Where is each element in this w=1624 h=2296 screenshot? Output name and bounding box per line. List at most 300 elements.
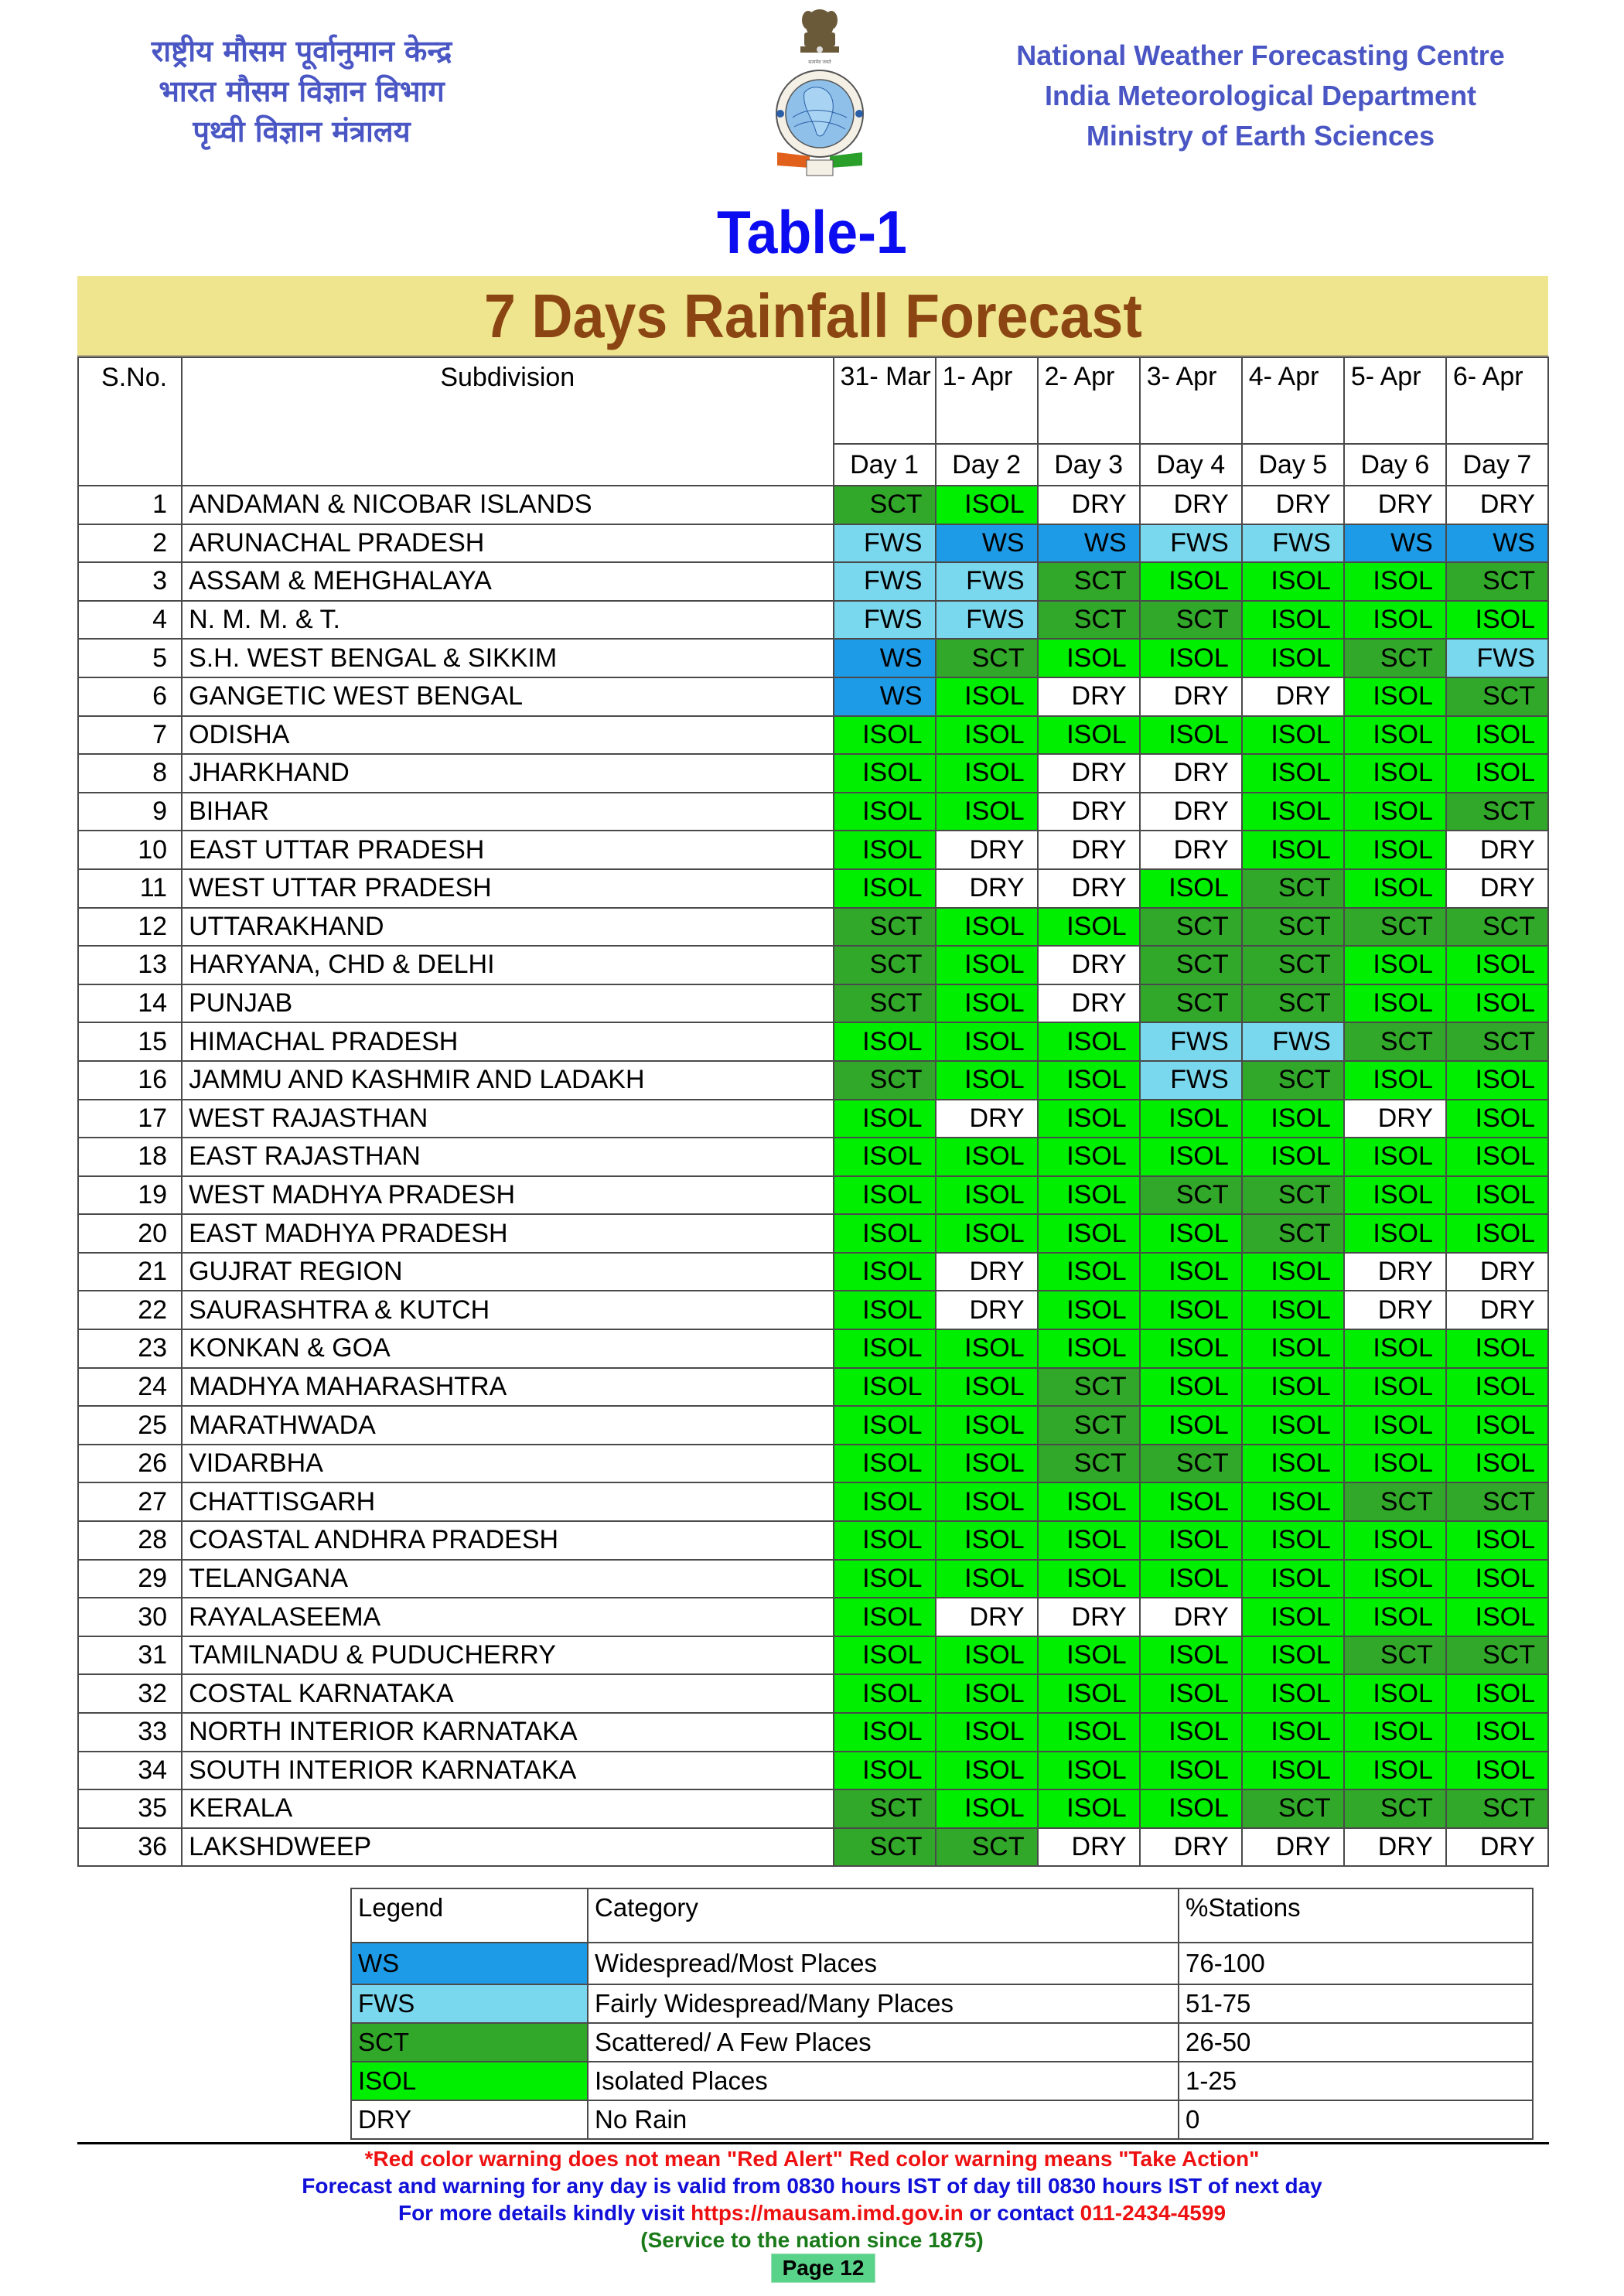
- forecast-cell: SCT: [1140, 1445, 1242, 1483]
- forecast-cell: SCT: [1038, 601, 1140, 640]
- forecast-cell: DRY: [1446, 1253, 1548, 1291]
- table-row: [78, 869, 1548, 908]
- forecast-cell: ISOL: [1242, 716, 1344, 755]
- forecast-cell: ISOL: [1344, 1713, 1446, 1752]
- forecast-cell: ISOL: [936, 1406, 1038, 1445]
- forecast-cell: FWS: [936, 562, 1038, 601]
- forecast-cell: ISOL: [834, 1674, 936, 1713]
- forecast-cell: ISOL: [1140, 716, 1242, 755]
- row-sno: 2: [78, 524, 182, 563]
- row-sno: 36: [78, 1828, 182, 1867]
- forecast-cell: SCT: [1140, 984, 1242, 1023]
- forecast-banner: [77, 276, 1548, 357]
- sno-header: S.No.: [78, 357, 182, 486]
- row-subdivision: N. M. M. & T.: [182, 601, 833, 640]
- forecast-cell: ISOL: [1446, 754, 1548, 793]
- forecast-cell: DRY: [1140, 486, 1242, 524]
- forecast-cell: SCT: [834, 1789, 936, 1828]
- legend-stations: 0: [1179, 2100, 1533, 2139]
- forecast-cell: ISOL: [1140, 1291, 1242, 1329]
- forecast-cell: ISOL: [1446, 1061, 1548, 1100]
- forecast-cell: DRY: [1140, 1598, 1242, 1636]
- forecast-cell: ISOL: [1446, 1598, 1548, 1636]
- forecast-cell: ISOL: [936, 1368, 1038, 1407]
- forecast-cell: ISOL: [1344, 1406, 1446, 1445]
- legend-body: [351, 1888, 1533, 2139]
- table-row: [78, 831, 1548, 869]
- forecast-cell: ISOL: [834, 1291, 936, 1329]
- forecast-cell: ISOL: [1038, 1176, 1140, 1215]
- forecast-cell: DRY: [1140, 831, 1242, 869]
- row-sno: 23: [78, 1329, 182, 1368]
- forecast-cell: DRY: [1038, 831, 1140, 869]
- forecast-cell: ISOL: [834, 1176, 936, 1215]
- forecast-cell: ISOL: [834, 1368, 936, 1407]
- row-subdivision: MARATHWADA: [182, 1406, 833, 1445]
- legend-row: [351, 1943, 1533, 1984]
- forecast-cell: ISOL: [1140, 1752, 1242, 1790]
- forecast-cell: SCT: [1446, 1636, 1548, 1675]
- row-sno: 26: [78, 1445, 182, 1483]
- forecast-cell: ISOL: [834, 1100, 936, 1138]
- forecast-cell: ISOL: [1242, 1482, 1344, 1521]
- forecast-cell: ISOL: [1242, 831, 1344, 869]
- forecast-cell: ISOL: [1344, 1521, 1446, 1560]
- english-line-2: India Meteorological Department: [1044, 80, 1477, 111]
- forecast-cell: ISOL: [1242, 793, 1344, 831]
- forecast-cell: ISOL: [1038, 1713, 1140, 1752]
- forecast-cell: SCT: [1242, 908, 1344, 947]
- forecast-cell: ISOL: [834, 1406, 936, 1445]
- forecast-cell: DRY: [1140, 677, 1242, 716]
- forecast-cell: DRY: [1140, 1828, 1242, 1867]
- forecast-cell: ISOL: [1446, 1445, 1548, 1483]
- forecast-cell: ISOL: [834, 754, 936, 793]
- forecast-cell: ISOL: [1242, 1560, 1344, 1598]
- row-sno: 19: [78, 1176, 182, 1215]
- forecast-cell: ISOL: [1242, 601, 1344, 640]
- forecast-cell: ISOL: [1038, 1214, 1140, 1253]
- forecast-cell: ISOL: [1242, 1674, 1344, 1713]
- forecast-cell: SCT: [1038, 562, 1140, 601]
- forecast-cell: ISOL: [1038, 1061, 1140, 1100]
- forecast-cell: SCT: [1242, 1176, 1344, 1215]
- legend-category: No Rain: [588, 2100, 1179, 2139]
- forecast-cell: ISOL: [936, 1482, 1038, 1521]
- row-sno: 6: [78, 677, 182, 716]
- table-row: [78, 1674, 1548, 1713]
- forecast-cell: FWS: [1140, 1061, 1242, 1100]
- forecast-cell: ISOL: [1140, 1368, 1242, 1407]
- legend-category: Scattered/ A Few Places: [588, 2023, 1179, 2062]
- table-row: [78, 639, 1548, 677]
- legend-row: [351, 2100, 1533, 2139]
- forecast-cell: ISOL: [936, 1521, 1038, 1560]
- red-warning-note: *Red color warning does not mean "Red Alert" Red color warning means "Take Action": [364, 2147, 1260, 2171]
- forecast-cell: ISOL: [1242, 1406, 1344, 1445]
- row-sno: 28: [78, 1521, 182, 1560]
- forecast-cell: WS: [834, 639, 936, 677]
- forecast-cell: ISOL: [1344, 562, 1446, 601]
- forecast-cell: ISOL: [1242, 562, 1344, 601]
- row-sno: 3: [78, 562, 182, 601]
- legend-table: [350, 1888, 1534, 2140]
- phone-number: 011-2434-4599: [1080, 2201, 1227, 2225]
- forecast-cell: ISOL: [834, 1253, 936, 1291]
- table-row: [78, 1521, 1548, 1560]
- row-sno: 18: [78, 1138, 182, 1176]
- row-subdivision: WEST MADHYA PRADESH: [182, 1176, 833, 1215]
- forecast-cell: SCT: [834, 1061, 936, 1100]
- forecast-cell: ISOL: [1140, 1100, 1242, 1138]
- forecast-cell: ISOL: [834, 831, 936, 869]
- row-subdivision: VIDARBHA: [182, 1445, 833, 1483]
- table-row: [78, 984, 1548, 1023]
- row-subdivision: GANGETIC WEST BENGAL: [182, 677, 833, 716]
- forecast-cell: ISOL: [1140, 639, 1242, 677]
- forecast-cell: ISOL: [1446, 1138, 1548, 1176]
- forecast-cell: ISOL: [1344, 1598, 1446, 1636]
- forecast-cell: DRY: [1038, 793, 1140, 831]
- forecast-cell: FWS: [834, 601, 936, 640]
- table-row: [78, 946, 1548, 984]
- row-subdivision: MADHYA MAHARASHTRA: [182, 1368, 833, 1407]
- forecast-cell: ISOL: [1242, 1521, 1344, 1560]
- forecast-cell: ISOL: [1242, 1253, 1344, 1291]
- legend-stations: 51-75: [1179, 1984, 1533, 2023]
- forecast-cell: SCT: [1242, 984, 1344, 1023]
- forecast-cell: ISOL: [1140, 1406, 1242, 1445]
- forecast-cell: ISOL: [1038, 1521, 1140, 1560]
- forecast-cell: DRY: [1038, 677, 1140, 716]
- website-link[interactable]: https://mausam.imd.gov.in: [691, 2201, 964, 2225]
- forecast-cell: ISOL: [1038, 908, 1140, 947]
- date-header-row: [78, 357, 1548, 444]
- forecast-cell: SCT: [1446, 562, 1548, 601]
- table-row: [78, 1253, 1548, 1291]
- forecast-cell: ISOL: [1038, 1138, 1140, 1176]
- imd-emblem-icon: [762, 2, 878, 187]
- forecast-cell: DRY: [1344, 486, 1446, 524]
- forecast-cell: ISOL: [1242, 1368, 1344, 1407]
- forecast-cell: FWS: [834, 562, 936, 601]
- table-row: [78, 524, 1548, 563]
- row-subdivision: LAKSHDWEEP: [182, 1828, 833, 1867]
- day-header: Day 2: [936, 444, 1038, 486]
- table-row: [78, 1022, 1548, 1061]
- table-row: [78, 1061, 1548, 1100]
- legend-stations: 26-50: [1179, 2023, 1533, 2062]
- day-header: Day 1: [834, 444, 936, 486]
- forecast-cell: SCT: [1038, 1445, 1140, 1483]
- row-subdivision: PUNJAB: [182, 984, 833, 1023]
- row-subdivision: HIMACHAL PRADESH: [182, 1022, 833, 1061]
- forecast-cell: SCT: [936, 1828, 1038, 1867]
- forecast-cell: WS: [1038, 524, 1140, 563]
- forecast-cell: ISOL: [1446, 1368, 1548, 1407]
- legend-category: Fairly Widespread/Many Places: [588, 1984, 1179, 2023]
- forecast-cell: ISOL: [1038, 1329, 1140, 1368]
- forecast-cell: DRY: [1038, 984, 1140, 1023]
- row-subdivision: KERALA: [182, 1789, 833, 1828]
- forecast-cell: DRY: [936, 1253, 1038, 1291]
- forecast-cell: DRY: [1242, 677, 1344, 716]
- legend-code-swatch: SCT: [351, 2023, 588, 2062]
- forecast-cell: ISOL: [1344, 754, 1446, 793]
- forecast-cell: DRY: [1038, 946, 1140, 984]
- forecast-cell: SCT: [834, 946, 936, 984]
- imd-emblem-logo: [762, 2, 878, 187]
- day-header: Day 7: [1446, 444, 1548, 486]
- table-row: [78, 1368, 1548, 1407]
- table-row: [78, 716, 1548, 755]
- forecast-cell: ISOL: [1344, 946, 1446, 984]
- row-sno: 13: [78, 946, 182, 984]
- forecast-cell: WS: [936, 524, 1038, 563]
- day-header: Day 6: [1344, 444, 1446, 486]
- forecast-cell: ISOL: [1446, 1752, 1548, 1790]
- forecast-cell: SCT: [1446, 908, 1548, 947]
- forecast-cell: ISOL: [936, 716, 1038, 755]
- forecast-cell: SCT: [1446, 677, 1548, 716]
- forecast-cell: ISOL: [1446, 1100, 1548, 1138]
- table-row: [78, 1214, 1548, 1253]
- row-subdivision: ANDAMAN & NICOBAR ISLANDS: [182, 486, 833, 524]
- legend-code-swatch: DRY: [351, 2100, 588, 2139]
- legend-stations: 1-25: [1179, 2062, 1533, 2100]
- forecast-cell: DRY: [1446, 486, 1548, 524]
- forecast-cell: ISOL: [1140, 1636, 1242, 1675]
- forecast-cell: ISOL: [1242, 1598, 1344, 1636]
- forecast-cell: ISOL: [936, 1674, 1038, 1713]
- row-sno: 9: [78, 793, 182, 831]
- row-subdivision: COASTAL ANDHRA PRADESH: [182, 1521, 833, 1560]
- forecast-cell: ISOL: [936, 486, 1038, 524]
- row-subdivision: EAST MADHYA PRADESH: [182, 1214, 833, 1253]
- forecast-cell: ISOL: [936, 1061, 1038, 1100]
- forecast-cell: ISOL: [1242, 1445, 1344, 1483]
- forecast-cell: ISOL: [1446, 601, 1548, 640]
- row-subdivision: KONKAN & GOA: [182, 1329, 833, 1368]
- hindi-line-2: भारत मौसम विज्ञान विभाग: [159, 74, 445, 108]
- table-row: [78, 793, 1548, 831]
- table-row: [78, 601, 1548, 640]
- date-header: 31- Mar: [834, 357, 936, 444]
- forecast-cell: ISOL: [834, 1521, 936, 1560]
- forecast-cell: ISOL: [1038, 1560, 1140, 1598]
- forecast-cell: ISOL: [1446, 1176, 1548, 1215]
- forecast-cell: SCT: [1242, 946, 1344, 984]
- forecast-cell: ISOL: [1344, 1445, 1446, 1483]
- row-subdivision: JHARKHAND: [182, 754, 833, 793]
- forecast-cell: ISOL: [834, 1598, 936, 1636]
- forecast-cell: ISOL: [936, 1560, 1038, 1598]
- stations-header: %Stations: [1179, 1888, 1533, 1943]
- row-sno: 10: [78, 831, 182, 869]
- row-sno: 21: [78, 1253, 182, 1291]
- forecast-cell: SCT: [834, 486, 936, 524]
- row-subdivision: EAST UTTAR PRADESH: [182, 831, 833, 869]
- forecast-cell: ISOL: [1038, 716, 1140, 755]
- forecast-cell: FWS: [834, 524, 936, 563]
- row-sno: 1: [78, 486, 182, 524]
- row-subdivision: SAURASHTRA & KUTCH: [182, 1291, 833, 1329]
- legend-category: Widespread/Most Places: [588, 1943, 1179, 1984]
- validity-note: Forecast and warning for any day is valid from 0830 hours IST of day till 0830 hours IST of next day: [302, 2174, 1322, 2198]
- row-subdivision: BIHAR: [182, 793, 833, 831]
- forecast-cell: ISOL: [1344, 1176, 1446, 1215]
- table-row: [78, 1560, 1548, 1598]
- forecast-cell: ISOL: [1038, 1482, 1140, 1521]
- forecast-cell: FWS: [1140, 1022, 1242, 1061]
- forecast-cell: ISOL: [1446, 1329, 1548, 1368]
- table-row: [78, 1828, 1548, 1867]
- forecast-cell: ISOL: [1242, 1713, 1344, 1752]
- forecast-cell: DRY: [936, 1100, 1038, 1138]
- forecast-cell: ISOL: [1242, 1100, 1344, 1138]
- forecast-cell: ISOL: [1038, 639, 1140, 677]
- forecast-cell: ISOL: [936, 1752, 1038, 1790]
- forecast-cell: ISOL: [1038, 1636, 1140, 1675]
- forecast-cell: ISOL: [1446, 984, 1548, 1023]
- date-header: 3- Apr: [1140, 357, 1242, 444]
- forecast-cell: SCT: [1140, 1176, 1242, 1215]
- forecast-cell: ISOL: [1344, 1061, 1446, 1100]
- forecast-cell: SCT: [1140, 946, 1242, 984]
- forecast-cell: SCT: [1140, 908, 1242, 947]
- forecast-cell: DRY: [1140, 793, 1242, 831]
- legend-row: [351, 2062, 1533, 2100]
- forecast-cell: DRY: [1242, 1828, 1344, 1867]
- forecast-cell: ISOL: [936, 1214, 1038, 1253]
- row-sno: 14: [78, 984, 182, 1023]
- rainfall-forecast-table: [77, 357, 1549, 1867]
- forecast-cell: ISOL: [936, 1713, 1038, 1752]
- forecast-cell: ISOL: [1344, 1368, 1446, 1407]
- row-subdivision: S.H. WEST BENGAL & SIKKIM: [182, 639, 833, 677]
- hindi-org-header: [101, 31, 503, 152]
- svg-text:सत्यमेव जयते: सत्यमेव जयते: [808, 60, 831, 65]
- forecast-cell: SCT: [1446, 1789, 1548, 1828]
- forecast-cell: ISOL: [1446, 1521, 1548, 1560]
- forecast-cell: DRY: [1140, 754, 1242, 793]
- forecast-cell: ISOL: [1242, 1752, 1344, 1790]
- row-sno: 30: [78, 1598, 182, 1636]
- subdivision-header: Subdivision: [182, 357, 833, 486]
- forecast-cell: ISOL: [834, 869, 936, 908]
- contact-note: [0, 2199, 1624, 2227]
- forecast-cell: ISOL: [1038, 1674, 1140, 1713]
- forecast-cell: ISOL: [1038, 1752, 1140, 1790]
- forecast-cell: ISOL: [1446, 1560, 1548, 1598]
- row-sno: 31: [78, 1636, 182, 1675]
- forecast-cell: ISOL: [936, 1636, 1038, 1675]
- row-subdivision: SOUTH INTERIOR KARNATAKA: [182, 1752, 833, 1790]
- row-sno: 8: [78, 754, 182, 793]
- forecast-cell: ISOL: [1344, 1329, 1446, 1368]
- row-subdivision: ARUNACHAL PRADESH: [182, 524, 833, 563]
- row-sno: 25: [78, 1406, 182, 1445]
- legend-code-swatch: FWS: [351, 1984, 588, 2023]
- forecast-cell: DRY: [1446, 1291, 1548, 1329]
- forecast-cell: ISOL: [936, 754, 1038, 793]
- forecast-cell: WS: [1344, 524, 1446, 563]
- forecast-cell: ISOL: [834, 793, 936, 831]
- table-row: [78, 1291, 1548, 1329]
- day-header: Day 5: [1242, 444, 1344, 486]
- forecast-cell: DRY: [1446, 831, 1548, 869]
- forecast-cell: ISOL: [1140, 1214, 1242, 1253]
- forecast-cell: DRY: [936, 831, 1038, 869]
- forecast-cell: ISOL: [834, 1329, 936, 1368]
- legend-row: [351, 2023, 1533, 2062]
- forecast-cell: SCT: [1446, 793, 1548, 831]
- details-prefix: For more details kindly visit: [397, 2201, 691, 2225]
- row-sno: 34: [78, 1752, 182, 1790]
- table-row: [78, 1789, 1548, 1828]
- table-row: [78, 1176, 1548, 1215]
- forecast-cell: ISOL: [1344, 869, 1446, 908]
- forecast-cell: DRY: [1038, 1598, 1140, 1636]
- forecast-cell: ISOL: [834, 1214, 936, 1253]
- forecast-cell: SCT: [834, 984, 936, 1023]
- forecast-cell: ISOL: [1446, 1713, 1548, 1752]
- table-row: [78, 1482, 1548, 1521]
- table-row: [78, 1636, 1548, 1675]
- table-row: [78, 486, 1548, 524]
- table-row: [78, 908, 1548, 947]
- forecast-cell: ISOL: [936, 1445, 1038, 1483]
- page-number-badge: Page 12: [771, 2253, 875, 2283]
- forecast-cell: ISOL: [834, 1560, 936, 1598]
- row-sno: 22: [78, 1291, 182, 1329]
- row-sno: 7: [78, 716, 182, 755]
- row-sno: 5: [78, 639, 182, 677]
- row-sno: 32: [78, 1674, 182, 1713]
- forecast-cell: SCT: [1038, 1368, 1140, 1407]
- table-title: Table-1: [717, 198, 907, 266]
- forecast-cell: SCT: [834, 908, 936, 947]
- forecast-cell: DRY: [1344, 1828, 1446, 1867]
- forecast-cell: DRY: [936, 1291, 1038, 1329]
- table-row: [78, 1752, 1548, 1790]
- row-sno: 33: [78, 1713, 182, 1752]
- forecast-cell: ISOL: [834, 1636, 936, 1675]
- forecast-cell: ISOL: [1140, 869, 1242, 908]
- forecast-cell: ISOL: [834, 1022, 936, 1061]
- forecast-cell: ISOL: [936, 984, 1038, 1023]
- forecast-cell: ISOL: [936, 1176, 1038, 1215]
- row-subdivision: RAYALASEEMA: [182, 1598, 833, 1636]
- row-sno: 29: [78, 1560, 182, 1598]
- forecast-cell: ISOL: [1140, 562, 1242, 601]
- english-line-3: Ministry of Earth Sciences: [1086, 120, 1435, 152]
- row-subdivision: COSTAL KARNATAKA: [182, 1674, 833, 1713]
- row-sno: 16: [78, 1061, 182, 1100]
- forecast-cell: WS: [1446, 524, 1548, 563]
- row-subdivision: TAMILNADU & PUDUCHERRY: [182, 1636, 833, 1675]
- legend-header: Legend: [351, 1888, 588, 1943]
- forecast-cell: SCT: [1038, 1406, 1140, 1445]
- date-header: 4- Apr: [1242, 357, 1344, 444]
- forecast-cell: SCT: [1446, 1022, 1548, 1061]
- forecast-cell: DRY: [1446, 1828, 1548, 1867]
- row-subdivision: TELANGANA: [182, 1560, 833, 1598]
- row-sno: 27: [78, 1482, 182, 1521]
- forecast-cell: DRY: [1344, 1100, 1446, 1138]
- forecast-cell: ISOL: [1140, 1253, 1242, 1291]
- forecast-cell: ISOL: [1140, 1789, 1242, 1828]
